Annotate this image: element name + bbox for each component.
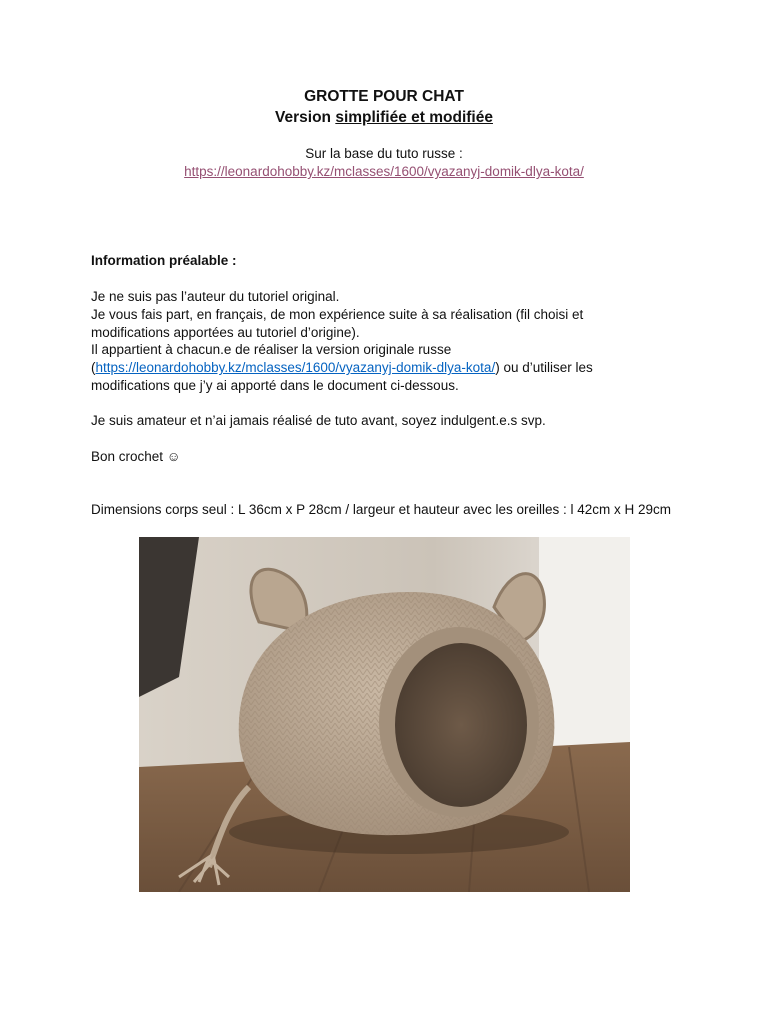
info-line: Je ne suis pas l’auteur du tutoriel original. — [91, 289, 340, 304]
original-tutorial-link[interactable]: https://leonardohobby.kz/mclasses/1600/vyazanyj-domik-dlya-kota/ — [95, 360, 496, 376]
cat-cave-photo — [139, 537, 630, 892]
closing-greeting: Bon crochet ☺ — [91, 449, 181, 464]
after-link-text: ) ou d’utiliser les — [495, 360, 593, 376]
info-paragraph-1 — [91, 288, 711, 395]
info-line-with-link — [91, 359, 711, 377]
cave-opening — [395, 643, 527, 807]
document-subtitle — [0, 107, 768, 128]
source-reference-text: Sur la base du tuto russe : — [305, 146, 463, 161]
document-title: GROTTE POUR CHAT — [304, 88, 464, 105]
info-heading: Information préalable : — [91, 253, 237, 268]
info-line: Je vous fais part, en français, de mon expérience suite à sa réalisation (fil choisi et — [91, 306, 584, 322]
subtitle-underlined: simplifiée et modifiée — [335, 109, 493, 126]
paren-open: ( — [91, 360, 96, 376]
dimensions-text: Dimensions corps seul : L 36cm x P 28cm / largeur et hauteur avec les oreilles : l 42cm x H 29cm — [91, 502, 671, 517]
source-link[interactable]: https://leonardohobby.kz/mclasses/1600/vyazanyj-domik-dlya-kota/ — [184, 164, 584, 179]
subtitle-prefix: Version — [275, 109, 336, 126]
source-reference — [0, 145, 768, 181]
info-line: modifications que j’y ai apporté dans le document ci-dessous. — [91, 377, 459, 393]
info-line: modifications apportées au tutoriel d’origine). — [91, 324, 360, 340]
cat-cave-illustration — [139, 537, 630, 892]
info-line: Il appartient à chacun.e de réaliser la version originale russe — [91, 342, 452, 358]
amateur-note: Je suis amateur et n’ai jamais réalisé de tuto avant, soyez indulgent.e.s svp. — [91, 413, 546, 428]
